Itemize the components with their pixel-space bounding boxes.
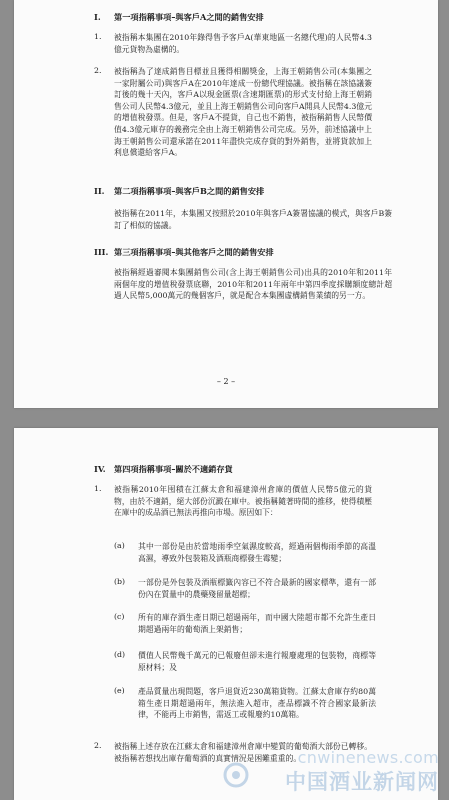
sub-item-label: (a) <box>114 541 125 550</box>
watermark-logo-icon <box>223 762 249 788</box>
document-page-2 <box>14 428 438 800</box>
paragraph: 被指稱在2011年，本集團又按照於2010年與客戶A簽署協議的模式，與客戶B簽訂了相似的協議。 <box>114 209 392 230</box>
section-number: II. <box>94 186 105 196</box>
sub-item-label: (b) <box>114 577 126 586</box>
paragraph: 被指稱經過審閱本集團銷售公司(含上海王朝銷售公司)出具的2010年和2011年兩個年度的增值稅發票底聯，2010年和2011年兩年中第四季度採購額度總計超過人民幣5,000萬元的幾個客戶，就是配合本集團虛構銷售業績的另一方。 <box>114 268 392 301</box>
page-number: – 2 – <box>216 377 236 386</box>
section-number: IV. <box>94 464 106 474</box>
item-number: 1. <box>94 484 102 493</box>
item-text: 被指稱為了達成銷售目標並且獲得相關獎金，上海王朝銷售公司(本集團之一家附屬公司)與客戶A在2010年達成一份總代理協議。被指稱在該協議簽訂後的幾十天內，客戶A以現金匯票(含速期匯票)的形式支付給上海王朝銷售公司人民幣4.3億元，並且上海王朝銷售公司向客戶A開具人民幣4.3億元的增值稅發票。但是，客戶A不提貨，自己也不銷售，被指稱銷售人民幣價值4.3億元庫存的義務完全由上海王朝銷售公司完成。另外，前述協議中上海王朝銷售公司還承諾在2011年盡快完成存貨的對外銷售，並將貨款加上利息償還給客戶A。 <box>114 67 372 158</box>
section-title: 第四項指稱事項–關於不適銷存貨 <box>114 464 233 474</box>
item-text: 被指稱2010年囤積在江蘇太倉和福建漳州倉庫的價值人民幣5億元的貨物，由於不適銷，絕大部份沉澱在庫中。被指稱隨著時間的推移，使得積壓在庫中的成品酒已無法再推向市場。原因如下： <box>114 485 372 518</box>
sub-item-text: 其中一部份是由於當地雨季空氣濕度較高，經過兩個梅雨季節的高溫高濕，導致外包裝箱及酒瓶商標發生霉變； <box>138 542 376 563</box>
sub-item-label: (c) <box>114 612 125 621</box>
section-number: I. <box>94 12 101 22</box>
section-heading-4 <box>94 464 233 474</box>
section-title: 第三項指稱事項–與其他客戶之間的銷售安排 <box>114 247 274 257</box>
section-title: 第一項指稱事項–與客戶A之間的銷售安排 <box>114 12 264 22</box>
item-number: 2. <box>94 66 102 75</box>
section-heading-3 <box>94 247 274 257</box>
item-text: 被指稱本集團在2010年錄得售予客戶A(華東地區一名總代理)的人民幣4.3億元貨物為虛構的。 <box>114 33 372 54</box>
section-heading-2 <box>94 186 264 196</box>
sub-item-label: (e) <box>114 686 125 695</box>
sub-item-label: (d) <box>114 650 126 659</box>
watermark <box>223 748 443 792</box>
sub-item-text: 所有的庫存酒生產日期已超過兩年，而中國大陸超市都不允許生產日期超過兩年的葡萄酒上架銷售； <box>138 613 376 634</box>
item-text: 被指稱上述存放在江蘇太倉和福建漳州倉庫中變質的葡萄酒大部份已轉移。被指稱若想找出庫存葡萄酒的真實情況是困難重重的。 <box>114 742 372 763</box>
sub-item-text: 一部份是外包裝及酒瓶標籤內容已不符合最新的國家標準，還有一部份內在質量中的農藥殘留量超標； <box>138 578 376 599</box>
item-number: 2. <box>94 741 102 750</box>
watermark-url: cnwinenews.com <box>297 748 439 767</box>
section-title: 第二項指稱事項–與客戶B之間的銷售安排 <box>114 186 265 196</box>
item-number: 1. <box>94 32 102 41</box>
sub-item-text: 產品質量出現問題，客戶退貨近230萬箱貨物。江蘇太倉庫存約80萬箱生產日期超過兩年，無法進入超市，產品標識不符合國家最新法律，不能再上市銷售，需返工或報廢約10萬箱。 <box>138 687 376 720</box>
watermark-site-name: 中国酒业新闻网 <box>285 770 439 794</box>
section-number: III. <box>94 247 109 257</box>
section-heading-1 <box>94 12 264 22</box>
document-page-1 <box>14 0 438 408</box>
sub-item-text: 價值人民幣幾千萬元的已報廢但卻未進行報廢處理的包裝物，商標等原材料；及 <box>138 651 376 672</box>
